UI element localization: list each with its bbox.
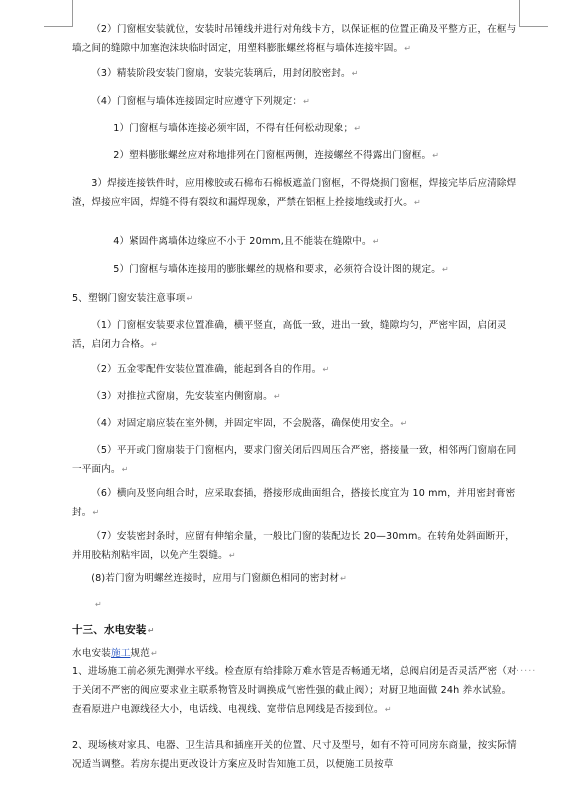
overflow-dots: ······ xyxy=(512,666,537,677)
crop-mark-top-right-h xyxy=(519,26,548,27)
paragraph-note-6: （6）横向及竖向组合时，应采取套插，搭接形成曲面组合，搭接长度宜为 10 mm，并用密封膏密封。↵ xyxy=(72,488,516,518)
empty-paragraph xyxy=(94,595,541,614)
paragraph-mark-icon: ↵ xyxy=(95,600,102,609)
paragraph-mark-icon: ↵ xyxy=(92,508,100,517)
paragraph-note-2: （2）五金零配件安装位置准确，能起到各自的作用。↵ xyxy=(91,364,330,375)
paragraph-mark-icon: ↵ xyxy=(441,265,449,274)
paragraph-mark-icon: ↵ xyxy=(404,44,412,53)
paragraph-mark-icon: ↵ xyxy=(372,237,380,246)
crop-mark-top-right-v xyxy=(519,0,520,26)
paragraph-mark-icon: ↵ xyxy=(150,649,158,658)
section-title-plastic-steel: 5、塑钢门窗安装注意事项↵ xyxy=(72,293,194,304)
paragraph-note-4: （4）对固定扇应装在室外侧，并固定牢固，不会脱落，确保使用安全。↵ xyxy=(91,418,408,429)
paragraph-fixing-rules: （4）门窗框与墙体连接固定时应遵守下列规定：↵ xyxy=(91,96,310,107)
paragraph-mark-icon: ↵ xyxy=(228,551,236,560)
paragraph-mark-icon: ↵ xyxy=(400,419,408,428)
paragraph-mark-icon: ↵ xyxy=(340,574,347,583)
paragraph-mark-icon: ↵ xyxy=(186,294,194,303)
paragraph-mark-icon: ↵ xyxy=(150,340,158,349)
paragraph-sash-install: （3）精装阶段安装门窗扇，安装完装璃后，用封闭胶密封。↵ xyxy=(91,68,359,79)
paragraph-rule-5: 5）门窗框与墙体连接用的膨胀螺丝的规格和要求，必须符合设计图的规定。↵ xyxy=(113,264,449,275)
paragraph-mark-icon: ↵ xyxy=(384,705,392,714)
paragraph-mark-icon: ↵ xyxy=(303,97,310,106)
paragraph-note-1: （1）门窗框安装要求位置准确，横平竖直，高低一致，进出一致，缝隙均匀，严密牢固，启闭灵活，启闭力合格。↵ xyxy=(72,320,507,350)
paragraph-rule-3: 3）焊接连接铁件时，应用橡胶或石棉布石棉板遮盖门窗框，不得烧损门窗框，焊接完毕后应清除焊渣，焊接应牢固，焊缝不得有裂纹和漏焊现象，严禁在铝框上拴接地线或打火。↵ xyxy=(72,178,517,208)
paragraph-frame-install: （2）门窗框安装就位，安装时吊锤线并进行对角线卡方，以保证框的位置正确及平整方正，在框与墙之间的缝隙中加塞泡沫块临时固定，用塑料膨胀螺丝将框与墙体连接牢固。↵ xyxy=(72,24,517,54)
paragraph-note-7: （7）安装密封条时，应留有伸缩余量，一般比门窗的装配边长 20—30mm。在转角处斜面断开，并用胶粘剂粘牢固，以免产生裂缝。↵ xyxy=(72,531,515,561)
crop-mark-top-left-h xyxy=(44,26,73,27)
paragraph-spec-1: 1、进场施工前必须先测弹水平线。检查原有给排除万难水管是否畅通无堵，总阀启闭是否灵活严密（对于关闭不严密的阀应要求业主联系物管及时调换成气密性强的截止阀）；对厨卫地面做 24h 养水试验。查看原进户电源线径大小，电话线、电视线、宽带信息网线是否接到位。↵ xyxy=(72,666,517,715)
paragraph-spec-title: 水电安装施工规范↵ xyxy=(72,648,158,659)
paragraph-mark-icon: ↵ xyxy=(121,465,129,474)
paragraph-note-5: （5）平开或门窗扇装于门窗框内，要求门窗关闭后四周压合严密，搭接量一致，相邻两门窗扇在同一平面内。↵ xyxy=(72,445,517,475)
paragraph-rule-1: 1）门窗框与墙体连接必须牢固，不得有任何松动现象；↵ xyxy=(113,123,362,134)
construction-link[interactable]: 施工 xyxy=(110,648,131,659)
paragraph-mark-icon: ↵ xyxy=(147,626,155,635)
paragraph-note-3: （3）对推拉式窗扇，先安装室内侧窗扇。↵ xyxy=(91,391,281,402)
paragraph-note-8: (8)若门窗为明螺丝连接时，应用与门窗颜色相同的密封材↵ xyxy=(91,573,347,584)
paragraph-mark-icon: ↵ xyxy=(414,198,421,207)
paragraph-mark-icon: ↵ xyxy=(354,124,362,133)
section-heading-plumbing-electrical: 十三、水电安装↵ xyxy=(72,624,155,636)
paragraph-rule-4: 4）紧固件离墙体边缘应不小于 20mm,且不能装在缝隙中。↵ xyxy=(113,236,380,247)
paragraph-mark-icon: ↵ xyxy=(351,69,359,78)
paragraph-spec-2: 2、现场核对家具、电器、卫生洁具和插座开关的位置、尺寸及型号，如有不符可同房东商量，按实际情况适当调整。若房东提出更改设计方案应及时告知施工员，以便施工员按草 xyxy=(72,740,517,770)
paragraph-mark-icon: ↵ xyxy=(432,151,440,160)
paragraph-mark-icon: ↵ xyxy=(273,392,281,401)
paragraph-rule-2: 2）塑料膨胀螺丝应对称地排列在门窗框两侧，连接螺丝不得露出门窗框。↵ xyxy=(113,150,440,161)
paragraph-mark-icon: ↵ xyxy=(322,365,330,374)
